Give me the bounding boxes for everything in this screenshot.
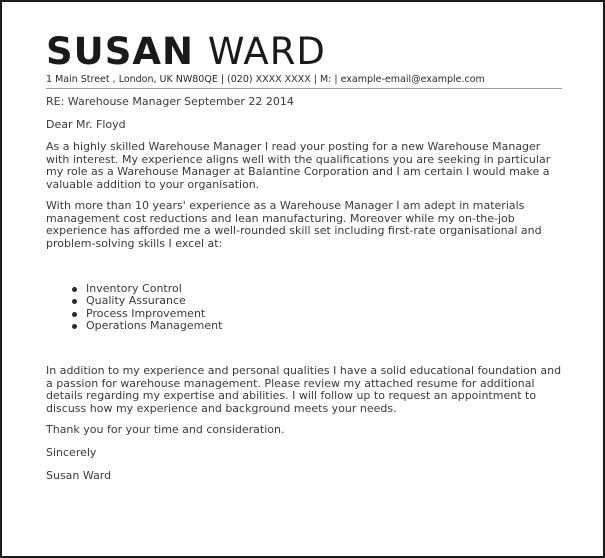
thanks-line: Thank you for your time and consideration. (46, 423, 285, 436)
first-name: SUSAN (46, 30, 194, 73)
skill-label: Inventory Control (86, 282, 182, 295)
re-line: RE: Warehouse Manager September 22 2014 (46, 95, 294, 108)
bullet-icon (72, 312, 77, 317)
contact-line: 1 Main Street , London, UK NW80QE | (020) XXXX XXXX | M: | example-email@example.com (46, 73, 562, 89)
salutation: Dear Mr. Floyd (46, 118, 126, 131)
paragraph-intro: As a highly skilled Warehouse Manager I read your posting for a new Warehouse Manager with interest. My experience aligns well with the qualifications you are seeking in particular my role as a Warehouse Manager at Balantine Corporation and I am certain I would make a valuable addition to your organisation. (46, 140, 551, 191)
skill-label: Quality Assurance (86, 294, 186, 308)
last-name: WARD (207, 30, 326, 73)
bullet-icon (72, 287, 77, 292)
list-item (86, 320, 222, 332)
skill-label: Operations Management (86, 318, 223, 332)
bullet-icon (72, 299, 77, 304)
paragraph-education: In addition to my experience and personal qualities I have a solid educational foundation and a passion for warehouse management. Please review my attached resume for additional details regarding my expertise and abilities. I will follow up to request an appointment to discuss how my experience and background meets your needs. (46, 364, 562, 415)
signature: Susan Ward (46, 469, 112, 482)
applicant-name (46, 30, 326, 74)
skill-label: Process Improvement (86, 306, 206, 320)
skills-list (86, 283, 222, 332)
bullet-icon (72, 324, 77, 329)
paragraph-experience: With more than 10 years' experience as a Warehouse Manager I am adept in materials management cost reductions and lean manufacturing. Moreover while my on-the-job experience has afforded me a well-rounded skill set including first-rate organisational and problem-solving skills I excel at: (46, 199, 542, 250)
closing: Sincerely (46, 446, 97, 459)
